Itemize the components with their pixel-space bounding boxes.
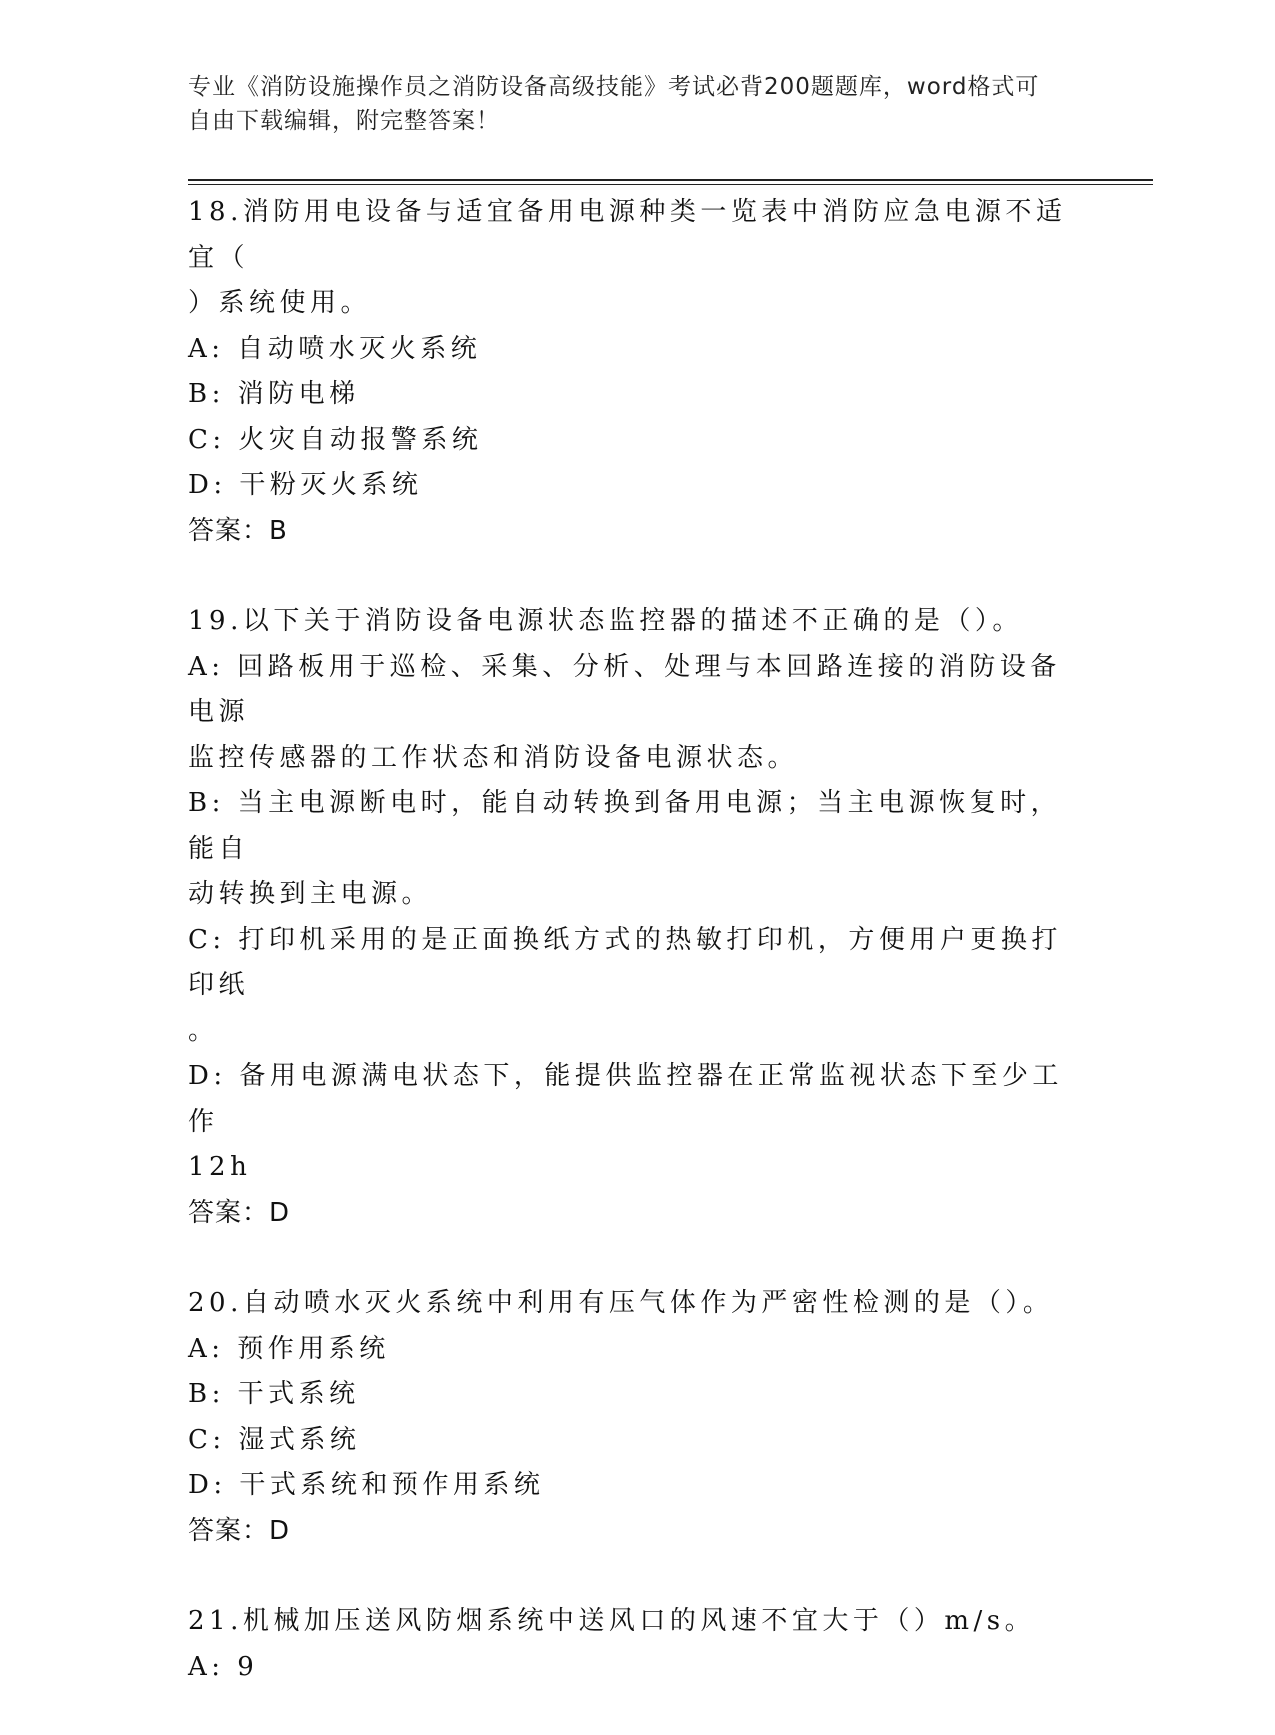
question-21 (188, 1599, 1078, 1690)
option-c: C: 湿式系统 (188, 1424, 361, 1455)
question-stem-line: 18.消防用电设备与适宜备用电源种类一览表中消防应急电源不适宜（ (188, 197, 1067, 273)
option-d: D: 备用电源满电状态下，能提供监控器在正常监视状态下至少工作 (188, 1061, 1063, 1137)
option-b-continued: 动转换到主电源。 (188, 879, 433, 909)
answer-line: 答案：B (188, 515, 288, 546)
option-a: A: 回路板用于巡检、采集、分析、处理与本回路连接的消防设备电源 (188, 651, 1061, 727)
option-a: A: 自动喷水灭火系统 (188, 333, 482, 364)
option-b: B: 当主电源断电时，能自动转换到备用电源；当主电源恢复时，能自 (188, 788, 1062, 864)
option-b: B: 消防电梯 (188, 379, 360, 409)
option-a: A: 9 (188, 1651, 259, 1682)
question-stem-line: 19.以下关于消防设备电源状态监控器的描述不正确的是（）。 (188, 606, 1023, 636)
option-c: C: 火灾自动报警系统 (188, 424, 483, 455)
option-a: A: 预作用系统 (188, 1333, 390, 1364)
header-divider-thick (188, 179, 1153, 181)
question-20 (188, 1281, 1078, 1554)
question-stem-line: 20.自动喷水灭火系统中利用有压气体作为严密性检测的是（）。 (188, 1288, 1054, 1318)
header-line-1: 专业《消防设施操作员之消防设备高级技能》考试必背200题题库，word格式可 (188, 74, 1040, 100)
option-c: C: 打印机采用的是正面换纸方式的热敏打印机，方便用户更换打印纸 (188, 924, 1062, 1000)
option-c-continued: 。 (188, 1015, 219, 1046)
option-d: D: 干式系统和预作用系统 (188, 1470, 545, 1500)
document-header (188, 70, 1068, 138)
header-divider-thin (188, 184, 1153, 185)
question-18 (188, 190, 1078, 554)
question-list (188, 190, 1078, 1735)
answer-line: 答案：D (188, 1515, 291, 1546)
header-line-2: 自由下载编辑，附完整答案！ (188, 108, 500, 134)
option-b: B: 干式系统 (188, 1379, 360, 1409)
question-19 (188, 599, 1078, 1236)
answer-line: 答案：D (188, 1197, 291, 1228)
question-stem-line: 21.机械加压送风防烟系统中送风口的风速不宜大于（）m/s。 (188, 1606, 1036, 1636)
option-d-continued: 12h (188, 1152, 252, 1182)
option-a-continued: 监控传感器的工作状态和消防设备电源状态。 (188, 742, 799, 773)
option-d: D: 干粉灭火系统 (188, 470, 423, 500)
question-stem-line: ）系统使用。 (188, 288, 372, 318)
